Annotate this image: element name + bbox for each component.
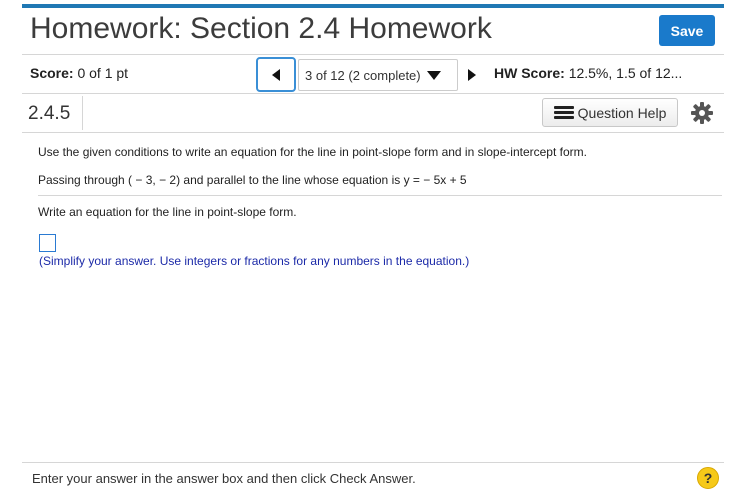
question-number-row (22, 94, 724, 132)
score-value: 0 of 1 pt (77, 65, 129, 81)
hw-score-label: HW Score: (494, 65, 565, 81)
list-icon (554, 106, 574, 120)
answer-input[interactable] (39, 234, 56, 252)
divider (82, 96, 83, 130)
score-label: Score: (30, 65, 74, 81)
save-button[interactable]: Save (659, 15, 715, 46)
divider (22, 132, 724, 133)
gear-icon[interactable] (690, 101, 714, 125)
score (30, 65, 128, 81)
question-help-label: Question Help (577, 104, 667, 121)
header (22, 8, 724, 54)
previous-arrow-icon (272, 69, 280, 81)
dropdown-arrow-icon (427, 71, 441, 80)
page-title: Homework: Section 2.4 Homework (30, 12, 492, 45)
question-prompt: Write an equation for the line in point-slope form. (38, 205, 297, 219)
question-help-button[interactable] (542, 98, 678, 127)
question-selector[interactable] (298, 59, 458, 91)
divider (22, 462, 724, 463)
divider (38, 195, 722, 196)
status-message: Enter your answer in the answer box and then click Check Answer. (32, 471, 416, 486)
next-arrow-icon (468, 69, 476, 81)
question-selector-value: 3 of 12 (2 complete) (305, 67, 421, 83)
answer-hint: (Simplify your answer. Use integers or fractions for any numbers in the equation.) (39, 254, 470, 268)
question-mark-icon[interactable]: ? (697, 467, 719, 489)
question-instruction: Use the given conditions to write an equation for the line in point-slope form and in slope-intercept form. (38, 145, 587, 159)
question-number: 2.4.5 (28, 103, 71, 124)
previous-question-button[interactable] (256, 57, 296, 92)
score-row (22, 55, 724, 93)
hw-score-value: 12.5%, 1.5 of 12... (568, 65, 683, 81)
next-question-button[interactable] (468, 65, 482, 85)
hw-score (494, 65, 682, 81)
question-condition: Passing through ( − 3, − 2) and parallel to the line whose equation is y = − 5x + 5 (38, 173, 467, 187)
